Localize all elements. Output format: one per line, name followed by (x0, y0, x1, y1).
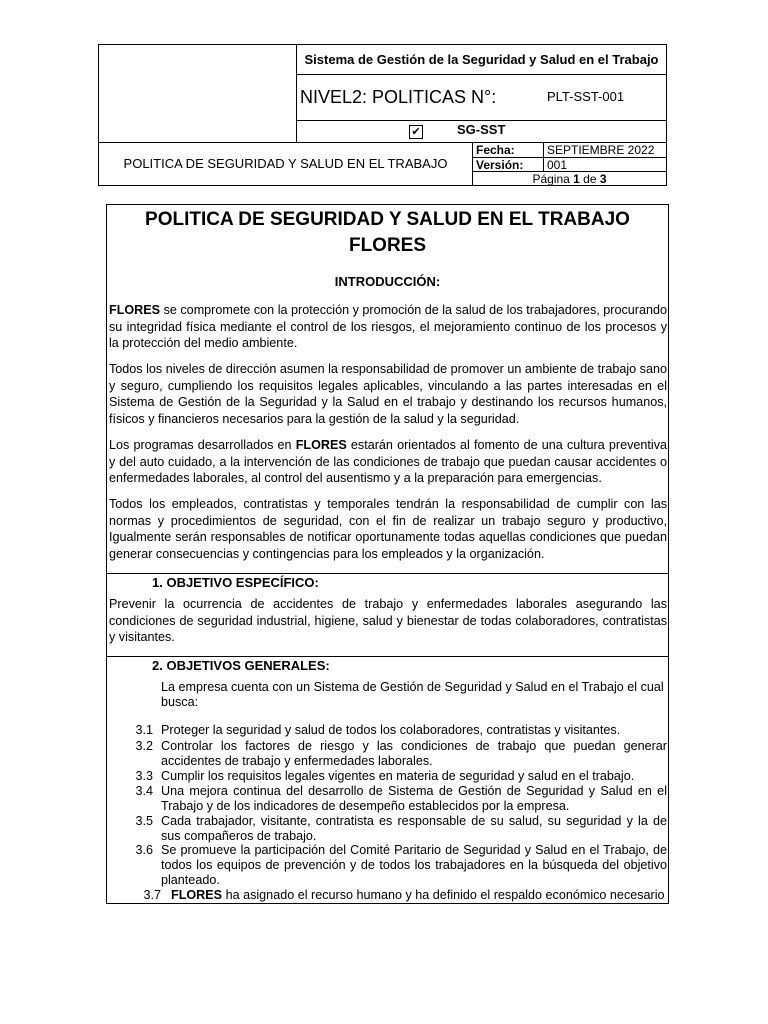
section-separator (107, 573, 668, 574)
list-item-text: Controlar los factores de riesgo y las condiciones de trabajo que puedan generar accidentes de trabajo y enfermedades laborales. (161, 739, 667, 768)
header-meta (473, 143, 666, 185)
fecha-label: Fecha: (476, 143, 515, 157)
list-item-number: 3.7 (143, 888, 161, 902)
version-label: Versión: (476, 158, 524, 172)
list-item-number: 3.2 (135, 739, 153, 753)
document-title-line1: POLITICA DE SEGURIDAD Y SALUD EN EL TRABAJO (145, 209, 630, 230)
list-item-text (171, 888, 667, 903)
system-title: Sistema de Gestión de la Seguridad y Salud en el Trabajo (297, 45, 666, 75)
page-current: 1 (573, 172, 580, 186)
header-bottom-row (99, 142, 666, 185)
paragraph-text: Los programas desarrollados en (109, 438, 296, 452)
page-indicator (473, 172, 666, 186)
list-item-number: 3.4 (135, 784, 153, 798)
version-row (473, 158, 666, 172)
checkbox-checked-icon[interactable]: ✔ (409, 125, 423, 139)
policy-content-box (106, 204, 669, 904)
document-title-line2: FLORES (348, 235, 427, 256)
logo-cell (99, 45, 297, 142)
list-item-number: 3.6 (135, 843, 153, 857)
intro-heading: INTRODUCCIÓN: (334, 274, 441, 289)
list-item-text: Proteger la seguridad y salud de todos los colaboradores, contratistas y visitantes. (161, 723, 621, 737)
fecha-row (473, 143, 666, 157)
document-header-table (98, 44, 667, 186)
paragraph-text: estarán orientados al fomento de una cultura preventiva y del auto cuidado, a la intervención de las condiciones de trabajo que puedan causar accidentes o enfermedades laborales, al control del ausentismo y a la preparación para emergencias. (109, 438, 667, 485)
list-item-number: 3.1 (135, 723, 153, 737)
section-1-text: Prevenir la ocurrencia de accidentes de trabajo y enfermedades laborales asegurando las condiciones de seguridad industrial, higiene, salud y bienestar de todas colaboradores, contratistas y visitantes. (109, 597, 667, 644)
nivel-label: NIVEL2: POLITICAS N°: (300, 87, 497, 107)
intro-paragraph-2: Todos los niveles de dirección asumen la responsabilidad de promover un ambiente de trabajo sano y seguro, cumpliendo los requisitos legales aplicables, vinculando a las partes interesadas en el Sistema de Gestión de la Seguridad y la Salud en el trabajo y destinando los recursos humanos, físicos y financieros necesarios para la gestión de la salud y la seguridad. (109, 362, 667, 426)
sgsst-row (297, 121, 666, 142)
list-item-text: Se promueve la participación del Comité Paritario de Seguridad y Salud en el Trabajo, de todos los equipos de prevención y de todos los trabajadores en la búsqueda del objetivo planteado. (161, 843, 667, 887)
list-item-text: Cada trabajador, visitante, contratista es responsable de su salud, su seguridad y la de sus compañeros de trabajo. (161, 814, 667, 843)
intro-paragraph-4: Todos los empleados, contratistas y temporales tendrán la responsabilidad de cumplir con las normas y procedimientos de seguridad, con el fin de realizar un trabajo seguro y productivo, Igualmente serán responsables de notificar oportunamente todas aquellas condiciones que puedan generar consecuencias y contingencias para los empleados y la organización. (109, 497, 667, 561)
document-title (107, 207, 668, 259)
section-separator (107, 656, 668, 657)
section-2-intro: La empresa cuenta con un Sistema de Gestión de Seguridad y Salud en el Trabajo el cual busca: (161, 680, 664, 709)
intro-paragraph-1 (109, 302, 667, 352)
nivel-code: PLT-SST-001 (547, 89, 625, 104)
section-2-heading: 2. OBJETIVOS GENERALES: (152, 658, 330, 673)
list-item-number: 3.5 (135, 814, 153, 828)
company-name: FLORES (171, 888, 223, 902)
list-item-text-rest: ha asignado el recurso humano y ha definido el respaldo económico necesario (222, 888, 665, 902)
section-1-heading: 1. OBJETIVO ESPECÍFICO: (152, 575, 319, 590)
company-name: FLORES (295, 438, 347, 452)
header-policy-title: POLITICA DE SEGURIDAD Y SALUD EN EL TRABAJO (99, 143, 473, 185)
sgsst-label: SG-SST (457, 122, 506, 137)
nivel-row (297, 75, 666, 121)
page-total: 3 (599, 172, 607, 186)
list-item-text: Cumplir los requisitos legales vigentes en materia de seguridad y salud en el trabajo. (161, 769, 635, 783)
intro-paragraph-3 (109, 437, 667, 487)
list-item-number: 3.3 (135, 769, 153, 783)
version-value: 001 (547, 158, 568, 172)
list-item-text: Una mejora continua del desarrollo de Sistema de Gestión de Seguridad y Salud en el Trabajo y de los indicadores de desempeño establecidos por la empresa. (161, 784, 667, 813)
fecha-value: SEPTIEMBRE 2022 (547, 143, 655, 157)
page-mid: de (579, 172, 600, 186)
company-name: FLORES (109, 303, 161, 317)
paragraph-text: se compromete con la protección y promoción de la salud de los trabajadores, procurando su integridad física mediante el control de los riesgos, el mejoramiento continuo de los procesos y la protección del medio ambiente. (109, 303, 667, 350)
page-prefix: Página (532, 172, 574, 186)
